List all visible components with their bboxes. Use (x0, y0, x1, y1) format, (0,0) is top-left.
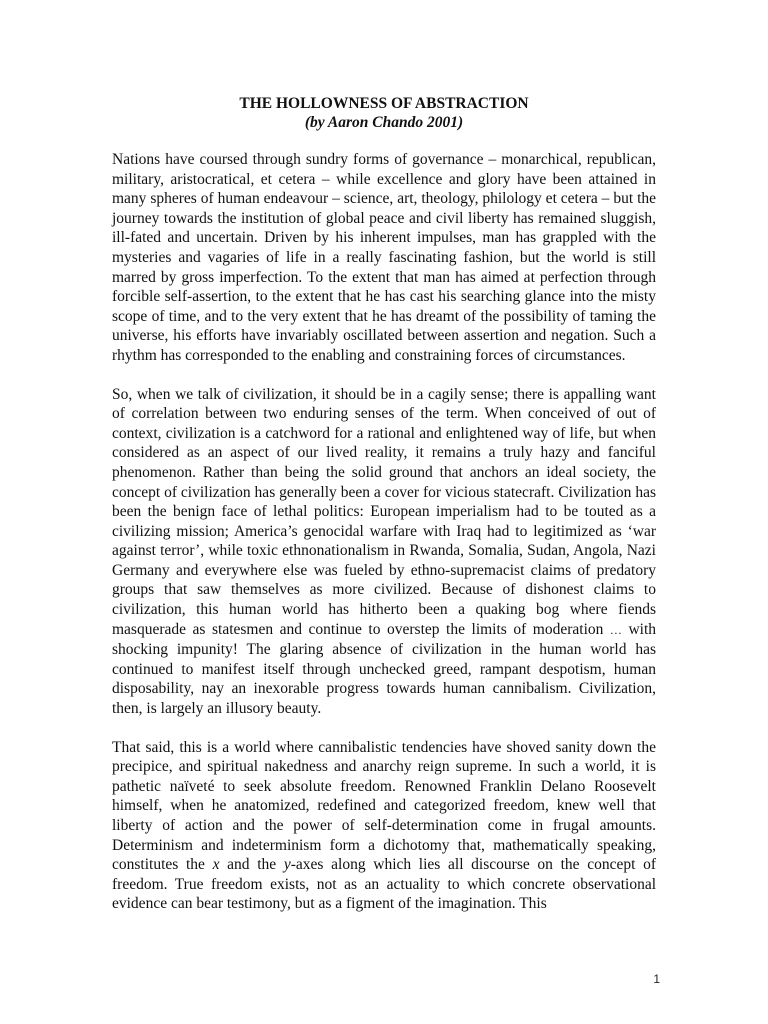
paragraph-text-segment: and the (219, 856, 284, 874)
paragraph (112, 150, 656, 366)
document-byline: (by Aaron Chando 2001) (304, 114, 464, 131)
paragraph-text-segment: … (609, 622, 622, 637)
paragraph (112, 738, 656, 914)
body-text (112, 150, 656, 933)
document-title: THE HOLLOWNESS OF ABSTRACTION (239, 95, 529, 112)
paragraph (112, 385, 656, 719)
paragraph-text-segment: So, when we talk of civilization, it should be in a cagily sense; there is appalling want of correlation between two enduring senses of the term. When conceived of out of context, civilization is a catchword for a rational and enlightened way of life, but when considered as an aspect of our lived reality, it remains a truly hazy and fanciful phenomenon. Rather than being the solid ground that anchors an ideal society, the concept of civilization has generally been a cover for vicious statecraft. Civilization has been the benign face of lethal politics: European imperialism had to be touted as a civilizing mission; America’s genocidal warfare with Iraq had to legitimized as ‘war against terror’, while toxic ethnonationalism in Rwanda, Somalia, Sudan, Angola, Nazi Germany and everywhere else was fueled by ethno-supremacist claims of predatory groups that saw themselves as more civilized. Because of dishonest claims to civilization, this human world has hitherto been a quaking bog where fiends masquerade as statesmen and continue to overstep the limits of moderation (112, 385, 656, 638)
paragraph-text-segment: y (283, 856, 291, 874)
paragraph-text-segment: x (212, 856, 220, 874)
title-block (112, 94, 656, 132)
page-number: 1 (653, 972, 660, 986)
paragraph-text-segment: That said, this is a world where cannibalistic tendencies have shoved sanity down the precipice, and spiritual nakedness and anarchy reign supreme. In such a world, it is pathetic naïveté to seek absolute freedom. Renowned Franklin Delano Roosevelt himself, when he anatomized, redefined and categorized freedom, knew well that liberty of action and the power of self-determination come in frugal amounts. Determinism and indeterminism form a dichotomy that, mathematically speaking, constitutes the (112, 738, 656, 874)
paragraph-text-segment: -axes along which lies all discourse on the concept of freedom. True freedom exists, not as an actuality to which concrete observational evidence can bear testimony, but as a figment of the imagination. This (112, 856, 656, 913)
paragraph-text-segment: Nations have coursed through sundry forms of governance – monarchical, republican, military, aristocratical, et cetera – while excellence and glory have been attained in many spheres of human endeavour – science, art, theology, philology et cetera – but the journey towards the institution of global peace and civil liberty has remained sluggish, ill-fated and uncertain. Driven by his inherent impulses, man has grappled with the mysteries and vagaries of life in a really fascinating fashion, but the world is still marred by gross imperfection. To the extent that man has aimed at perfection through forcible self-assertion, to the extent that he has cast his searching glance into the misty scope of time, and to the very extent that he has dreamt of the possibility of taming the universe, his efforts have invariably oscillated between assertion and negation. Such a rhythm has corresponded to the enabling and constraining forces of circumstances. (112, 151, 656, 364)
paragraph-text-segment: with shocking impunity! The glaring absence of civilization in the human world has continued to manifest itself through unchecked greed, rampant despotism, human disposability, nay an inexorable progress towards human cannibalism. Civilization, then, is largely an illusory beauty. (112, 620, 657, 718)
